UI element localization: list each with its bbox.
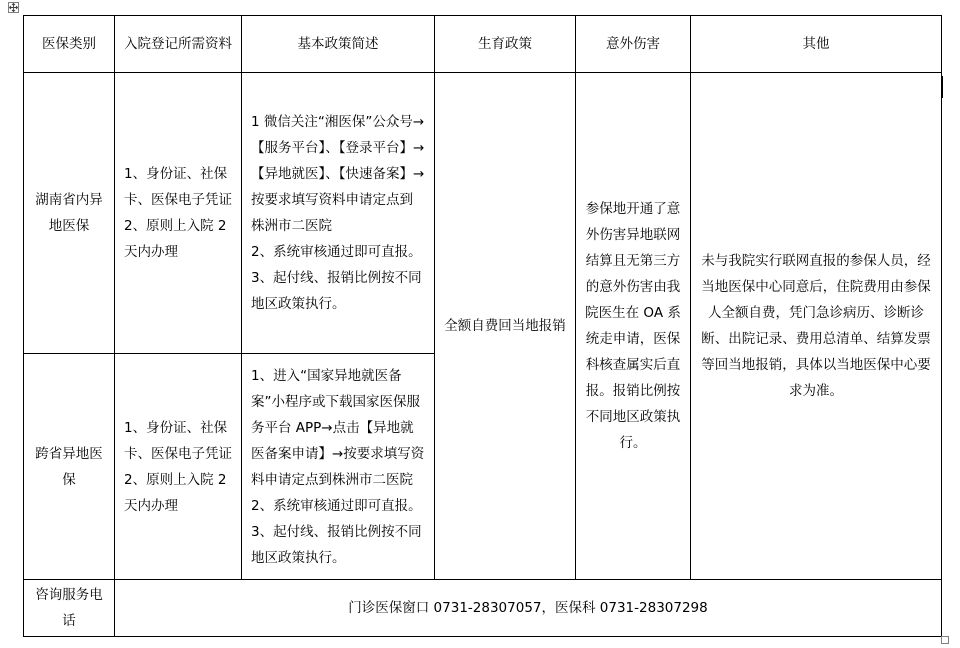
hotline-label-cell: 咨询服务电话 xyxy=(24,580,115,637)
header-other: 其他 xyxy=(691,16,942,73)
category-cell: 跨省异地医保 xyxy=(24,354,115,580)
table-move-handle[interactable] xyxy=(8,2,19,13)
hotline-row xyxy=(24,580,942,637)
materials-cell xyxy=(115,354,242,580)
other-cell: 未与我院实行联网直报的参保人员，经当地医保中心同意后，住院费用由参保人全额自费，凭门急诊病历、诊断诊断、出院记录、费用总清单、结算发票等回当地报销，具体以当地医保中心要求为准。 xyxy=(691,73,942,580)
header-accident: 意外伤害 xyxy=(576,16,691,73)
policy-line: 2、系统审核通过即可直报。 xyxy=(251,244,422,260)
header-category: 医保类别 xyxy=(24,16,115,73)
hotline-value-cell: 门诊医保窗口 0731-28307057，医保科 0731-28307298 xyxy=(115,580,942,637)
materials-line: 1、身份证、社保卡、医保电子凭证 xyxy=(124,419,232,462)
materials-line: 2、原则上入院 2 天内办理 xyxy=(124,218,227,260)
policy-line: 1、进入“国家异地就医备案”小程序或下载国家医保服务平台 APP→点击【异地就医备案申请】→按要求填写资料申请定点到株洲市二医院 xyxy=(251,367,425,488)
text-cursor xyxy=(942,76,943,98)
move-arrows-icon xyxy=(9,3,18,12)
header-policy: 基本政策简述 xyxy=(242,16,435,73)
maternity-cell: 全额自费回当地报销 xyxy=(435,73,576,580)
header-maternity: 生育政策 xyxy=(435,16,576,73)
insurance-policy-table xyxy=(23,15,942,637)
accident-cell: 参保地开通了意外伤害异地联网结算且无第三方的意外伤害由我院医生在 OA 系统走申请，医保科核查属实后直报。报销比例按不同地区政策执行。 xyxy=(576,73,691,580)
materials-line: 1、身份证、社保卡、医保电子凭证 xyxy=(124,166,232,208)
table-resize-handle[interactable] xyxy=(941,636,949,644)
header-materials: 入院登记所需资料 xyxy=(115,16,242,73)
policy-line: 3、起付线、报销比例按不同地区政策执行。 xyxy=(251,523,422,566)
policy-line: 3、起付线、报销比例按不同地区政策执行。 xyxy=(251,270,422,312)
policy-line: 1 微信关注“湘医保”公众号→【服务平台】、【登录平台】→【异地就医】、【快速备案】→按要求填写资料申请定点到株洲市二医院 xyxy=(251,114,425,234)
materials-cell xyxy=(115,73,242,354)
category-cell: 湖南省内异地医保 xyxy=(24,73,115,354)
table-header-row xyxy=(24,16,942,73)
table-row xyxy=(24,73,942,354)
policy-line: 2、系统审核通过即可直报。 xyxy=(251,497,422,514)
policy-cell xyxy=(242,73,435,354)
materials-line: 2、原则上入院 2 天内办理 xyxy=(124,471,227,514)
policy-cell xyxy=(242,354,435,580)
